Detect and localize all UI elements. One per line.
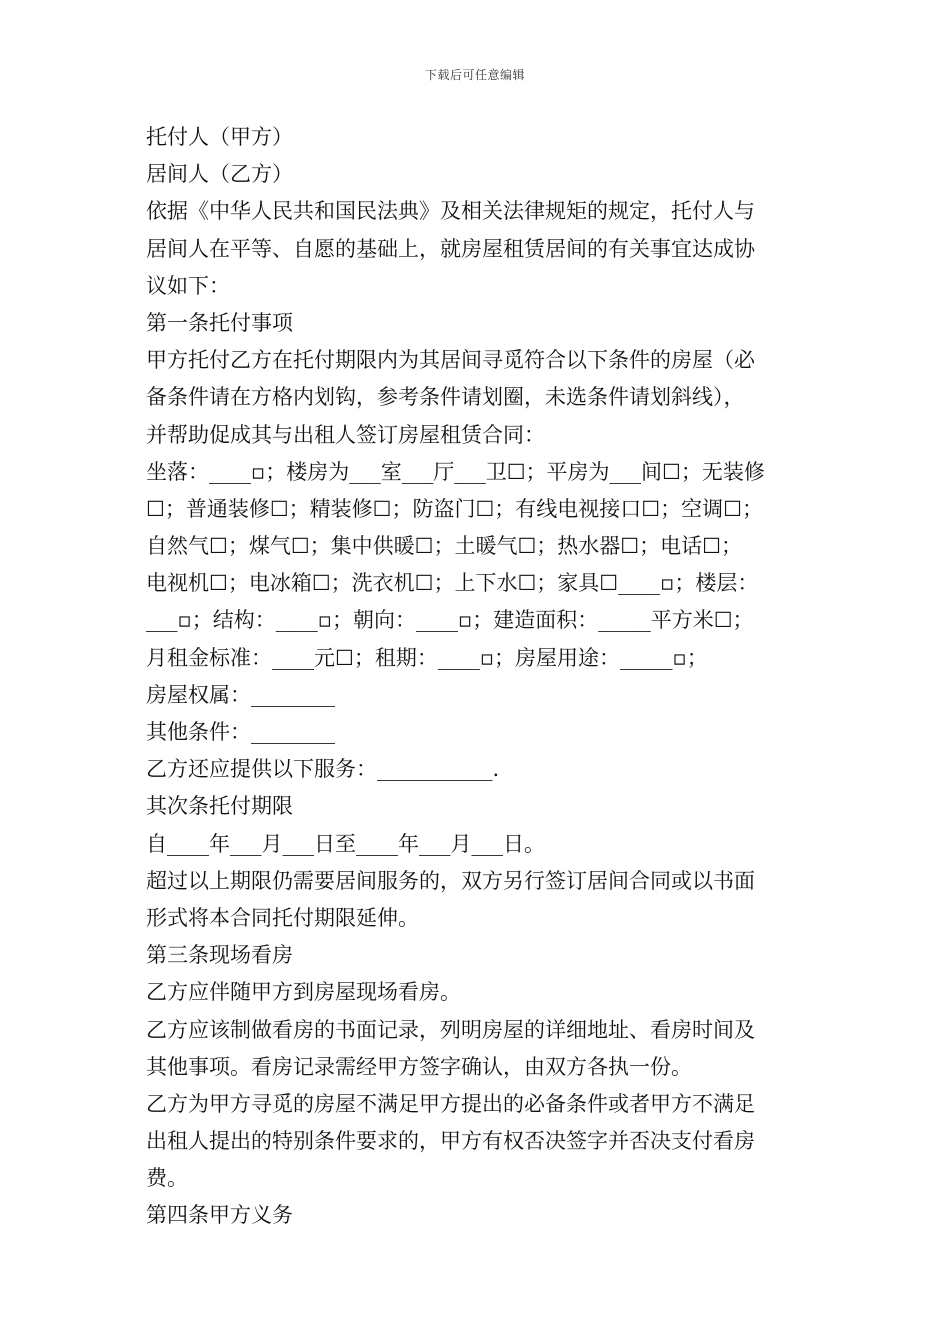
- form-fields-line: 电视机☐；电冰箱☐；洗衣机☐；上下水☐；家具☐____▫；楼层：: [146, 571, 759, 596]
- form-fields-line: ___▫；结构：____▫；朝向：____▫；建造面积：_____平方米☐；: [146, 608, 754, 633]
- paragraph-line: 形式将本合同托付期限延伸。: [146, 905, 419, 930]
- party-a-line: 托付人（甲方）: [146, 125, 293, 149]
- section-heading-2: 其次条托付期限: [146, 794, 293, 819]
- form-fields-line: ☐；普通装修☐；精装修☐；防盗门☐；有线电视接口☐；空调☐；: [146, 496, 763, 521]
- paragraph-line: 乙方应伴随甲方到房屋现场看房。: [146, 980, 461, 1005]
- paragraph-line: 乙方应该制做看房的书面记录，列明房屋的详细地址、看房时间及: [146, 1017, 755, 1042]
- paragraph-line: 依据《中华人民共和国民法典》及相关法律规矩的规定，托付人与: [146, 199, 755, 224]
- document-body: [146, 119, 826, 1235]
- paragraph-line: 乙方为甲方寻觅的房屋不满足甲方提出的必备条件或者甲方不满足: [146, 1091, 755, 1116]
- header-note: 下载后可任意编辑: [424, 68, 525, 82]
- paragraph-line: 费。: [146, 1166, 188, 1191]
- form-fields-line: 坐落：____▫；楼房为___室___厅___卫☐；平房为___间☐；无装修: [146, 459, 765, 484]
- form-fields-line: 自然气☐；煤气☐；集中供暖☐；土暖气☐；热水器☐；电话☐；: [146, 534, 742, 559]
- form-fields-line: 月租金标准：____元☐；租期：____▫；房屋用途：_____▫；: [146, 645, 708, 670]
- ownership-field-line: 房屋权属：________: [146, 682, 335, 707]
- paragraph-line: 议如下：: [146, 273, 230, 298]
- other-conditions-line: 其他条件：________: [146, 720, 335, 744]
- paragraph-line: 备条件请在方格内划钩，参考条件请划圈，未选条件请划斜线），: [146, 385, 745, 410]
- paragraph-line: 出租人提出的特别条件要求的，甲方有权否决签字并否决支付看房: [146, 1129, 755, 1154]
- party-b-line: 居间人（乙方）: [146, 162, 293, 187]
- paragraph-line: 超过以上期限仍需要居间服务的，双方另行签订居间合同或以书面: [146, 868, 755, 893]
- section-heading-4: 第四条甲方义务: [146, 1203, 293, 1228]
- paragraph-line: 其他事项。看房记录需经甲方签字确认，由双方各执一份。: [146, 1054, 692, 1079]
- section-heading-1: 第一条托付事项: [146, 310, 293, 335]
- paragraph-line: 甲方托付乙方在托付期限内为其居间寻觅符合以下条件的房屋（必: [146, 348, 755, 373]
- paragraph-line: 并帮助促成其与出租人签订房屋租赁合同：: [146, 422, 545, 447]
- services-line: 乙方还应提供以下服务：___________.: [146, 757, 500, 782]
- date-range-line: 自____年___月___日至____年___月___日。: [146, 831, 545, 856]
- section-heading-3: 第三条现场看房: [146, 943, 293, 968]
- paragraph-line: 居间人在平等、自愿的基础上，就房屋租赁居间的有关事宜达成协: [146, 236, 755, 261]
